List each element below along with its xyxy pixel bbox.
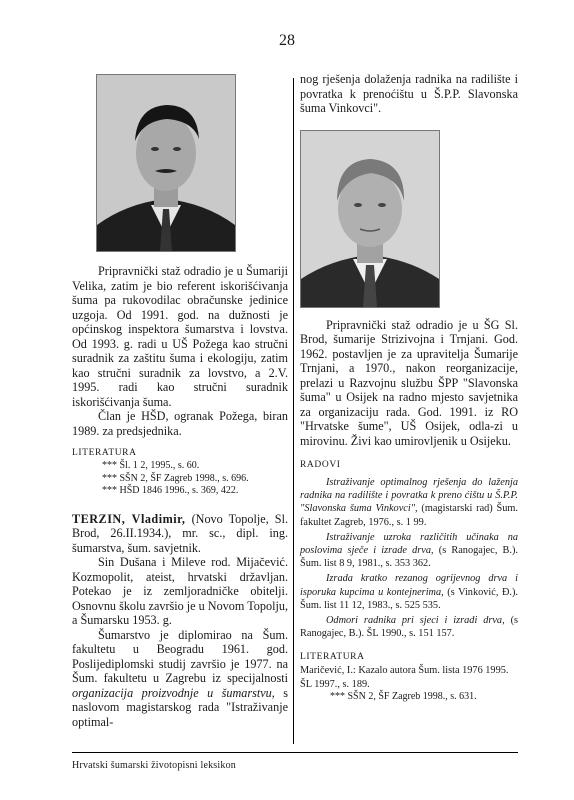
radovi-item <box>300 572 518 612</box>
literature-item: *** Šl. 1 2, 1995., s. 60. <box>102 460 200 471</box>
literature-heading: LITERATURA <box>72 448 137 458</box>
radovi-item <box>300 531 518 571</box>
work-title: Istraživanje optimalnog rješenja do laženja radnika na radilište i povratka k preno ćištu u Š.P.P. "Slavonska šuma Vinkovci", <box>300 477 518 515</box>
portrait-photo-older-man <box>300 130 440 308</box>
work-title: Odmori radnika pri sjeci i izradi drva, <box>326 615 505 627</box>
portrait-photo-young-man <box>96 74 236 252</box>
radovi-item <box>300 476 518 529</box>
work-details: (s Ranogajec, B.). Šum. list 8 9, 1981., s. 353 362. <box>300 545 518 570</box>
portrait-image <box>97 75 235 251</box>
person-name: TERZIN, Vladimir, <box>72 511 186 526</box>
literature-item: *** HŠD 1846 1996., s. 369, 422. <box>102 485 239 496</box>
footer-title: Hrvatski šumarski životopisni leksikon <box>72 760 236 771</box>
work-title: Izrada kratko rezanog ogrijevnog drva i isporuka kupcima u kontejnerima, <box>300 573 518 598</box>
literature-heading: LITERATURA <box>300 652 365 663</box>
right-column <box>300 74 518 703</box>
left-column <box>72 74 288 729</box>
specialty-italic: organizacija proizvodnje u šumarstvu, <box>72 685 275 700</box>
literature-item <box>300 664 518 690</box>
work-details: (s Vinković, Đ.). Šum. list 11 12, 1983., s. 525 535. <box>300 586 518 611</box>
biography-2-intro-text: (Novo Topolje, Sl. Brod, 26.II.1934.), mr. sc., dipl. ing. šumarstva, šum. savjetnik. <box>72 511 288 555</box>
biography-2-intro <box>72 512 288 556</box>
continuation-text: nog rješenja dolaženja radnika na radilište i povratka k prenoćištu u Š.P.P. Slavonska šuma Vinkovci". <box>300 72 518 115</box>
biography-1-paragraph: Pripravnički staž odradio je u Šumariji Velika, zatim je bio referent iskorišćivanja šuma pa rukovodilac obračunske jedinice uzgoja. Od 1991. god. na dužnosti je općinskog inspektora šumarstva i lovstva. Od 1993. g. radi u UŠ Požega kao stručni suradnik za zaštitu šuma i ekologiju, zatim kao stručni suradnik za lovstvo, a 2.V. 1995. radi kao stručni suradnik iskorišćivanja šuma. <box>72 264 288 409</box>
portrait-image <box>301 131 439 307</box>
column-divider <box>293 78 294 744</box>
radovi-list <box>300 476 518 640</box>
biography-career: Pripravnički staž odradio je u ŠG Sl. Brod, šumarije Strizivojna i Trnjani. God. 1962. postavljen je za upravitelja Šumarije Trnjani, a 1970., nakon reorganizacije, prelazi u Razvojnu službu ŠPP "Slavonska šuma" u Osijek na radno mjesto savjetnika za organizaciju rada. God. 1991. iz RO "Hrvatske šume", UŠ Osijek, odla-zi u mirovinu. Živi kao umirovljenik u Osijeku. <box>300 317 518 448</box>
radovi-item <box>300 614 518 640</box>
page-number: 28 <box>279 32 295 49</box>
biography-2-education <box>72 628 288 730</box>
work-details: (s Ranogajec, B.). ŠL 1990., s. 151 157. <box>300 615 519 640</box>
work-title: Istraživanje uzroka različitih učinaka na poslovima sječe i izrade drva, <box>300 531 518 557</box>
biography-2-family: Sin Dušana i Mileve rod. Mijačević. Kozmopolit, ateist, hrvatski državljan. Potekao je iz zemljoradničke obitelji. Osnovnu školu završio je u Novom Topolju, a Šumarsku 1953. g. <box>72 555 288 627</box>
footer-rule <box>72 752 518 753</box>
work-details: (magistarski rad) Šum. fakultet Zagreb, 1976., s. 1 99. <box>300 503 518 528</box>
radovi-heading: RADOVI <box>300 460 341 470</box>
biography-1-membership: Član je HŠD, ogranak Požega, biran 1989. za predsjednika. <box>72 409 288 438</box>
education-text: Šumarstvo je diplomirao na Šum. fakultetu u Beogradu 1961. god. Poslijediplomski studij završio je 1977. na Šum. fakultetu u Zagrebu iz specijalnosti <box>72 627 288 685</box>
literature-item: *** SŠN 2, ŠF Zagreb 1998., s. 631. <box>330 690 477 702</box>
education-text-end: s naslovom magistarskog rada "Istraživanje optimal- <box>72 685 288 729</box>
literature-text: Maričević, I.: Kazalo autora Šum. lista 1976 1995. ŠL 1997., s. 189. <box>300 665 509 690</box>
literature-item: *** SŠN 2, ŠF Zagreb 1998., s. 696. <box>102 472 249 484</box>
